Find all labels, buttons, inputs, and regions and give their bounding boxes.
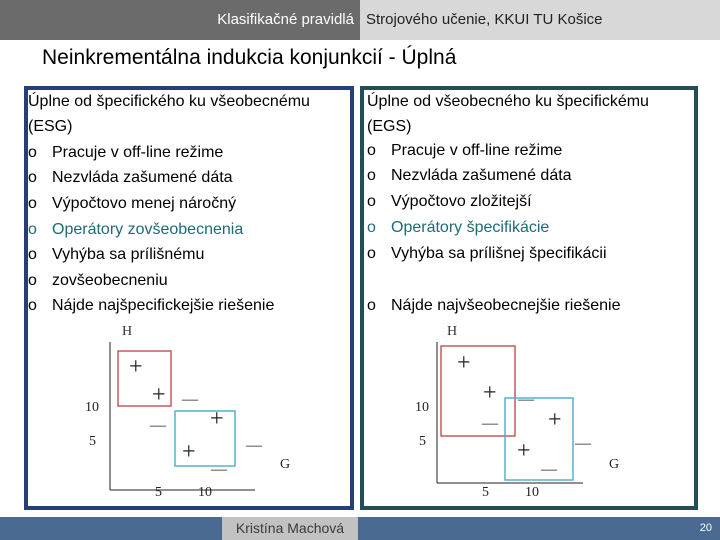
positive-example: + [483,380,497,406]
positive-region-box [441,346,515,436]
positive-example: + [457,350,471,376]
bullet-icon: o [28,272,37,289]
negative-example: — [150,417,166,434]
positive-example: + [210,406,224,432]
y-tick-label: 10 [415,400,429,415]
bullet-icon: o [367,297,376,314]
list-item: o Výpočtovo zložitejší [367,189,532,215]
x-tick-label: 5 [482,485,489,500]
list-item: o Nájde najvšeobecnejšie riešenie [367,293,620,319]
list-item: o Nezvláda zašumené dáta [28,165,233,191]
list-item: o Operátory zovšeobecnenia [28,217,243,243]
page-number: 20 [699,522,712,534]
footer-bar-right [360,517,720,540]
negative-example: — [246,437,262,454]
bullet-icon: o [28,297,37,314]
list-item: o zovšeobecneniu [28,268,168,294]
list-item: o Vyhýba sa prílišnej špecifikácii [367,241,607,267]
bullet-icon: o [28,169,37,186]
negative-example: — [482,415,498,432]
bullet-icon: o [28,246,37,263]
bullet-icon: o [367,193,376,210]
bullet-icon: o [367,219,376,236]
header-course-title: Klasifikačné pravidlá [0,0,360,40]
plot-egs [405,318,645,503]
list-item: o Nájde najšpecifickejšie riešenie [28,293,274,319]
list-item: o Pracuje v off-line režime [28,140,223,166]
bullet-icon: o [367,245,376,262]
y-tick-label: 5 [89,434,96,449]
negative-example: — [182,391,198,408]
y-axis-label: H [122,324,133,339]
x-tick-label: 10 [198,485,212,500]
list-item: o Pracuje v off-line režime [367,138,562,164]
bullet-icon: o [367,167,376,184]
header-subject: Strojového učenie, KKUI TU Košice [360,0,720,40]
x-tick-label: 5 [155,485,162,500]
negative-example: — [541,461,557,478]
positive-example: + [129,354,143,380]
y-tick-label: 5 [419,434,426,449]
y-tick-label: 10 [85,400,99,415]
x-tick-label: 10 [525,485,539,500]
footer-author: Kristína Machová [222,517,358,540]
bullet-icon: o [367,142,376,159]
list-item: o Operátory špecifikácie [367,215,549,241]
negative-example: — [211,461,227,478]
list-item: o Výpočtovo menej náročný [28,191,236,217]
plot-esg [70,318,310,503]
positive-example: + [548,407,562,433]
negative-example: — [518,391,534,408]
positive-example: + [517,438,531,464]
right-heading: Úplne od všeobecného ku špecifickému [367,93,649,110]
list-item: o Nezvláda zašumené dáta [367,163,572,189]
x-axis-label: G [280,457,291,472]
bullet-icon: o [28,195,37,212]
positive-example: + [182,439,196,465]
left-heading: Úplne od špecifického ku všeobecnému [28,93,310,110]
negative-example: — [575,435,591,452]
bullet-icon: o [28,221,37,238]
positive-example: + [152,382,166,408]
left-heading-abbrev: (ESG) [28,118,73,135]
slide-title: Neinkrementálna indukcia konjunkcií - Úplná [42,46,457,69]
right-heading-abbrev: (EGS) [367,118,412,135]
x-axis-label: G [609,457,620,472]
y-axis-label: H [447,324,458,339]
bullet-icon: o [28,144,37,161]
list-item: o Vyhýba sa prílišnému [28,242,204,268]
